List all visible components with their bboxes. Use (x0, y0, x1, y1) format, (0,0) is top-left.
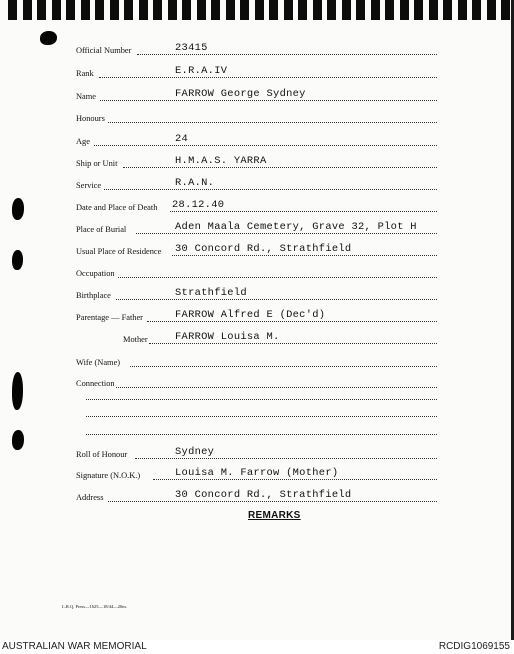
field-service (0, 175, 514, 193)
field-birthplace (0, 285, 514, 303)
field-label: Official Number (76, 45, 132, 55)
field-rank (0, 63, 514, 81)
field-label: Usual Place of Residence (76, 246, 162, 256)
field-value: FARROW Louisa M. (175, 330, 280, 343)
remarks-heading: REMARKS (248, 510, 301, 521)
field-label: Mother (123, 334, 148, 344)
footer-record-id: RCDIG1069155 (438, 641, 510, 652)
field-address (0, 487, 514, 505)
dotted-line (86, 399, 437, 400)
field-value: R.A.N. (175, 176, 215, 189)
field-value: FARROW Alfred E (Dec'd) (175, 308, 326, 321)
field-place-of-burial (0, 219, 514, 237)
dotted-line (100, 100, 437, 101)
field-honours (0, 108, 514, 126)
dotted-line (108, 122, 437, 123)
connection-continuation-line (0, 385, 514, 403)
field-label: Service (76, 180, 102, 190)
field-label: Wife (Name) (76, 357, 121, 367)
field-mother (0, 329, 514, 347)
field-label: Honours (76, 113, 105, 123)
field-label: Place of Burial (76, 224, 127, 234)
field-label: Ship or Unit (76, 158, 118, 168)
dotted-line (130, 366, 437, 367)
dotted-line (135, 458, 437, 459)
dotted-line (153, 479, 437, 480)
field-label: Parentage — Father (76, 312, 143, 322)
field-wife (0, 352, 514, 370)
dotted-line (99, 77, 437, 78)
field-label: Date and Place of Death (76, 202, 158, 212)
field-value: Louisa M. Farrow (Mother) (175, 466, 339, 479)
field-value: 24 (175, 132, 189, 145)
field-label: Occupation (76, 268, 115, 278)
dotted-line (136, 233, 437, 234)
field-label: Roll of Honour (76, 449, 128, 459)
dotted-line (123, 167, 437, 168)
field-ship-or-unit (0, 153, 514, 171)
field-roll-of-honour (0, 444, 514, 462)
dotted-line (137, 54, 437, 55)
dotted-line (86, 416, 437, 417)
field-value: Strathfield (175, 286, 247, 299)
field-label: Connection (76, 378, 115, 388)
footer-source: AUSTRALIAN WAR MEMORIAL (2, 641, 147, 652)
field-label: Age (76, 136, 90, 146)
field-value: 30 Concord Rd., Strathfield (175, 242, 352, 255)
field-value: Sydney (175, 445, 215, 458)
dotted-line (116, 299, 437, 300)
dotted-line (104, 189, 437, 190)
field-label: Address (76, 492, 104, 502)
field-value: E.R.A.IV (175, 64, 228, 77)
scan-top-edge (0, 0, 514, 22)
dotted-line (170, 211, 437, 212)
connection-continuation-line (0, 420, 514, 438)
dotted-line (172, 255, 437, 256)
dotted-line (94, 145, 437, 146)
field-label: Rank (76, 68, 94, 78)
field-date-place-death (0, 197, 514, 215)
dotted-line (149, 343, 437, 344)
field-value: 23415 (175, 41, 208, 54)
field-value: 28.12.40 (172, 198, 225, 211)
printer-imprint: L.R.Q. Press—1625—18/44—20m. (62, 604, 127, 609)
field-label: Birthplace (76, 290, 111, 300)
field-official-number (0, 40, 514, 58)
dotted-line (108, 501, 437, 502)
field-label: Signature (N.O.K.) (76, 470, 141, 480)
dotted-line (147, 321, 437, 322)
field-name (0, 86, 514, 104)
field-label: Name (76, 91, 96, 101)
field-value: FARROW George Sydney (175, 87, 306, 100)
field-age (0, 131, 514, 149)
field-value: Aden Maala Cemetery, Grave 32, Plot H (175, 220, 417, 233)
field-usual-residence (0, 241, 514, 259)
field-value: H.M.A.S. YARRA (175, 154, 267, 167)
field-value: 30 Concord Rd., Strathfield (175, 488, 352, 501)
connection-continuation-line (0, 402, 514, 420)
dotted-line (118, 277, 437, 278)
field-father (0, 307, 514, 325)
dotted-line (86, 434, 437, 435)
field-occupation (0, 263, 514, 281)
field-signature (0, 465, 514, 483)
